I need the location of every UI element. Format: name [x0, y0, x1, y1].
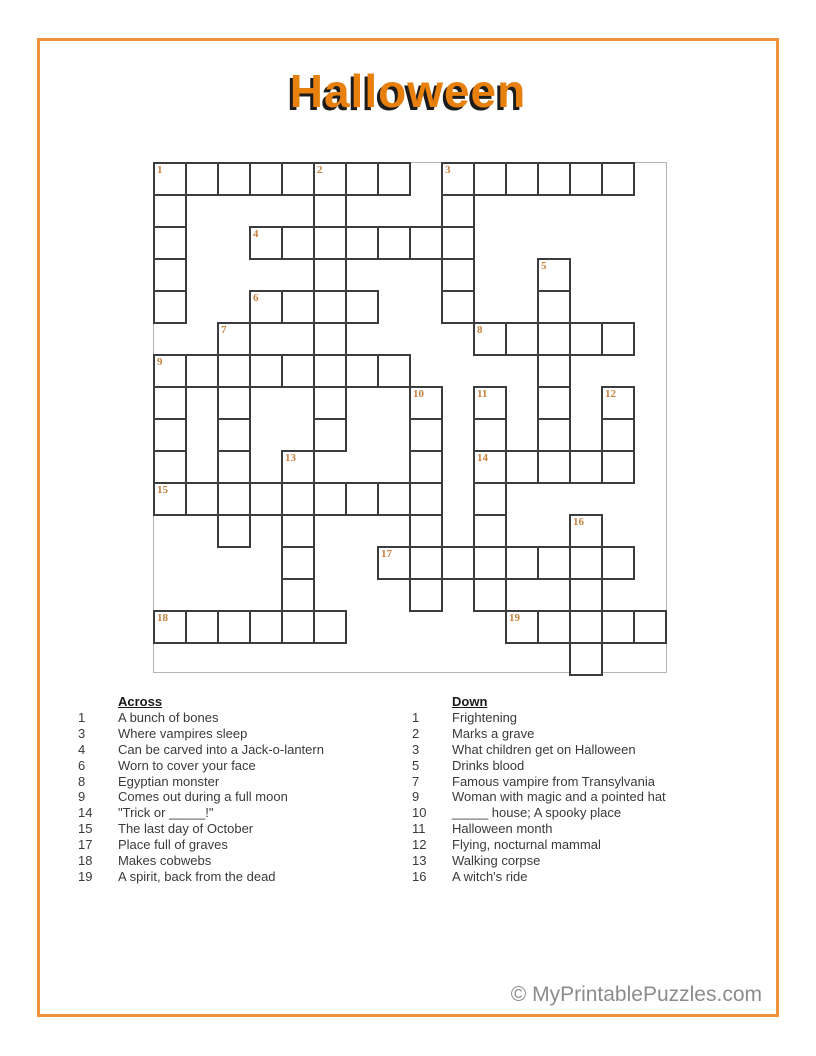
grid-cell-r7-c8[interactable]: [409, 386, 443, 420]
cell-number-15: 15: [157, 484, 168, 496]
down-clue-10: [412, 805, 752, 821]
grid-cell-r13-c8[interactable]: [409, 578, 443, 612]
clue-text: Worn to cover your face: [118, 757, 256, 773]
grid-cell-r4-c3[interactable]: [249, 290, 283, 324]
grid-cell-r6-c0[interactable]: [153, 354, 187, 388]
grid-cell-r1-c9[interactable]: [441, 194, 475, 228]
cell-number-2: 2: [317, 164, 323, 176]
grid-cell-r15-c13[interactable]: [569, 642, 603, 676]
down-clues-section: [412, 694, 752, 885]
clue-text: Frightening: [452, 709, 518, 725]
across-clue-17: [78, 837, 418, 853]
clue-number: 11: [412, 821, 426, 837]
grid-cell-r10-c6[interactable]: [345, 482, 379, 516]
grid-cell-r11-c2[interactable]: [217, 514, 251, 548]
grid-cell-r0-c1[interactable]: [185, 162, 219, 196]
grid-cell-r10-c3[interactable]: [249, 482, 283, 516]
grid-cell-r12-c14[interactable]: [601, 546, 635, 580]
cell-number-3: 3: [445, 164, 451, 176]
grid-cell-r14-c1[interactable]: [185, 610, 219, 644]
across-clue-8: [78, 774, 418, 790]
across-clue-18: [78, 853, 418, 869]
grid-cell-r7-c10[interactable]: [473, 386, 507, 420]
clue-number: 15: [78, 821, 93, 837]
clue-text: Where vampires sleep: [118, 725, 248, 741]
grid-cell-r2-c6[interactable]: [345, 226, 379, 260]
grid-cell-r8-c5[interactable]: [313, 418, 347, 452]
grid-cell-r14-c12[interactable]: [537, 610, 571, 644]
clue-text: Place full of graves: [118, 837, 228, 853]
clue-text: Flying, nocturnal mammal: [452, 837, 601, 853]
cell-number-7: 7: [221, 324, 227, 336]
down-clue-13: [412, 853, 752, 869]
grid-cell-r12-c13[interactable]: [569, 546, 603, 580]
grid-cell-r14-c4[interactable]: [281, 610, 315, 644]
grid-cell-r0-c5[interactable]: [313, 162, 347, 196]
clue-number: 19: [78, 868, 93, 884]
grid-cell-r0-c13[interactable]: [569, 162, 603, 196]
grid-cell-r9-c8[interactable]: [409, 450, 443, 484]
grid-cell-r14-c11[interactable]: [505, 610, 539, 644]
grid-cell-r7-c14[interactable]: [601, 386, 635, 420]
cell-number-13: 13: [285, 452, 296, 464]
grid-cell-r9-c10[interactable]: [473, 450, 507, 484]
grid-cell-r5-c2[interactable]: [217, 322, 251, 356]
grid-cell-r12-c9[interactable]: [441, 546, 475, 580]
grid-cell-r0-c10[interactable]: [473, 162, 507, 196]
down-clue-7: [412, 774, 752, 790]
grid-cell-r3-c9[interactable]: [441, 258, 475, 292]
grid-cell-r2-c3[interactable]: [249, 226, 283, 260]
grid-cell-r10-c5[interactable]: [313, 482, 347, 516]
grid-cell-r11-c13[interactable]: [569, 514, 603, 548]
grid-cell-r4-c4[interactable]: [281, 290, 315, 324]
cell-number-18: 18: [157, 612, 168, 624]
grid-cell-r14-c2[interactable]: [217, 610, 251, 644]
clue-text: A spirit, back from the dead: [118, 868, 276, 884]
clue-number: 2: [412, 725, 420, 741]
grid-cell-r11-c10[interactable]: [473, 514, 507, 548]
grid-cell-r8-c0[interactable]: [153, 418, 187, 452]
clue-number: 14: [78, 805, 93, 821]
grid-cell-r5-c11[interactable]: [505, 322, 539, 356]
grid-cell-r4-c12[interactable]: [537, 290, 571, 324]
grid-cell-r4-c9[interactable]: [441, 290, 475, 324]
cell-number-4: 4: [253, 228, 259, 240]
clue-number: 7: [412, 773, 420, 789]
across-clue-15: [78, 821, 418, 837]
grid-cell-r1-c5[interactable]: [313, 194, 347, 228]
grid-cell-r7-c2[interactable]: [217, 386, 251, 420]
clue-number: 17: [78, 837, 93, 853]
grid-cell-r6-c1[interactable]: [185, 354, 219, 388]
clue-text: Drinks blood: [452, 757, 525, 773]
grid-cell-r0-c7[interactable]: [377, 162, 411, 196]
clue-text: The last day of October: [118, 821, 254, 837]
grid-cell-r11-c4[interactable]: [281, 514, 315, 548]
grid-cell-r0-c11[interactable]: [505, 162, 539, 196]
grid-cell-r0-c2[interactable]: [217, 162, 251, 196]
grid-cell-r5-c14[interactable]: [601, 322, 635, 356]
grid-cell-r14-c5[interactable]: [313, 610, 347, 644]
down-clue-16: [412, 869, 752, 885]
clue-text: Can be carved into a Jack-o-lantern: [118, 741, 324, 757]
grid-cell-r0-c0[interactable]: [153, 162, 187, 196]
grid-cell-r14-c13[interactable]: [569, 610, 603, 644]
clue-text: Woman with magic and a pointed hat: [452, 789, 666, 805]
across-header: Across: [118, 694, 163, 709]
across-clue-4: [78, 742, 418, 758]
grid-cell-r6-c7[interactable]: [377, 354, 411, 388]
grid-cell-r8-c8[interactable]: [409, 418, 443, 452]
grid-cell-r8-c10[interactable]: [473, 418, 507, 452]
grid-cell-r6-c12[interactable]: [537, 354, 571, 388]
clue-number: 8: [78, 773, 86, 789]
grid-cell-r13-c4[interactable]: [281, 578, 315, 612]
grid-cell-r12-c8[interactable]: [409, 546, 443, 580]
grid-cell-r4-c6[interactable]: [345, 290, 379, 324]
grid-cell-r12-c7[interactable]: [377, 546, 411, 580]
cell-number-9: 9: [157, 356, 163, 368]
grid-cell-r12-c11[interactable]: [505, 546, 539, 580]
grid-cell-r14-c15[interactable]: [633, 610, 667, 644]
clue-number: 3: [78, 725, 86, 741]
clue-text: A witch's ride: [452, 868, 528, 884]
across-clue-1: [78, 710, 418, 726]
grid-cell-r10-c0[interactable]: [153, 482, 187, 516]
down-clue-12: [412, 837, 752, 853]
grid-cell-r6-c6[interactable]: [345, 354, 379, 388]
clue-number: 1: [78, 709, 86, 725]
crossword-grid: [153, 162, 667, 673]
grid-cell-r9-c0[interactable]: [153, 450, 187, 484]
down-clue-2: [412, 726, 752, 742]
down-clue-3: [412, 742, 752, 758]
grid-cell-r10-c8[interactable]: [409, 482, 443, 516]
grid-cell-r0-c4[interactable]: [281, 162, 315, 196]
grid-cell-r10-c2[interactable]: [217, 482, 251, 516]
clue-text: _____ house; A spooky place: [452, 805, 622, 821]
clue-text: Makes cobwebs: [118, 853, 212, 869]
grid-cell-r13-c10[interactable]: [473, 578, 507, 612]
grid-cell-r8-c2[interactable]: [217, 418, 251, 452]
clue-text: "Trick or _____!": [118, 805, 214, 821]
grid-cell-r7-c12[interactable]: [537, 386, 571, 420]
grid-cell-r9-c13[interactable]: [569, 450, 603, 484]
grid-cell-r10-c4[interactable]: [281, 482, 315, 516]
clue-number: 13: [412, 853, 427, 869]
grid-cell-r4-c0[interactable]: [153, 290, 187, 324]
across-clues-section: [78, 694, 418, 885]
grid-cell-r8-c12[interactable]: [537, 418, 571, 452]
grid-cell-r10-c10[interactable]: [473, 482, 507, 516]
clue-number: 9: [78, 789, 86, 805]
clue-number: 18: [78, 853, 93, 869]
grid-cell-r14-c14[interactable]: [601, 610, 635, 644]
grid-cell-r10-c1[interactable]: [185, 482, 219, 516]
grid-cell-r4-c5[interactable]: [313, 290, 347, 324]
clue-number: 3: [412, 741, 420, 757]
clue-number: 10: [412, 805, 427, 821]
across-clue-3: [78, 726, 418, 742]
cell-number-14: 14: [477, 452, 488, 464]
cell-number-5: 5: [541, 260, 547, 272]
grid-cell-r6-c5[interactable]: [313, 354, 347, 388]
grid-cell-r0-c3[interactable]: [249, 162, 283, 196]
cell-number-16: 16: [573, 516, 584, 528]
clue-number: 6: [78, 757, 86, 773]
grid-cell-r14-c3[interactable]: [249, 610, 283, 644]
grid-cell-r14-c0[interactable]: [153, 610, 187, 644]
clue-number: 12: [412, 837, 427, 853]
cell-number-1: 1: [157, 164, 163, 176]
clue-number: 9: [412, 789, 420, 805]
clue-text: Famous vampire from Transylvania: [452, 773, 656, 789]
grid-cell-r1-c0[interactable]: [153, 194, 187, 228]
across-clue-19: [78, 869, 418, 885]
clue-text: A bunch of bones: [118, 709, 219, 725]
clue-text: Walking corpse: [452, 853, 541, 869]
down-clue-11: [412, 821, 752, 837]
cell-number-12: 12: [605, 388, 616, 400]
grid-cell-r0-c12[interactable]: [537, 162, 571, 196]
grid-cell-r5-c13[interactable]: [569, 322, 603, 356]
grid-cell-r2-c9[interactable]: [441, 226, 475, 260]
across-clue-6: [78, 758, 418, 774]
clue-number: 5: [412, 757, 420, 773]
down-clue-1: [412, 710, 752, 726]
grid-cell-r10-c7[interactable]: [377, 482, 411, 516]
clue-text: Egyptian monster: [118, 773, 220, 789]
grid-cell-r2-c8[interactable]: [409, 226, 443, 260]
grid-cell-r8-c14[interactable]: [601, 418, 635, 452]
grid-cell-r9-c2[interactable]: [217, 450, 251, 484]
clue-number: 16: [412, 868, 427, 884]
across-clue-14: [78, 805, 418, 821]
grid-cell-r7-c0[interactable]: [153, 386, 187, 420]
cell-number-8: 8: [477, 324, 483, 336]
across-clue-9: [78, 789, 418, 805]
grid-cell-r2-c7[interactable]: [377, 226, 411, 260]
clue-number: 4: [78, 741, 86, 757]
grid-cell-r9-c12[interactable]: [537, 450, 571, 484]
grid-cell-r3-c5[interactable]: [313, 258, 347, 292]
grid-cell-r2-c4[interactable]: [281, 226, 315, 260]
grid-cell-r0-c14[interactable]: [601, 162, 635, 196]
grid-cell-r2-c0[interactable]: [153, 226, 187, 260]
grid-cell-r9-c14[interactable]: [601, 450, 635, 484]
grid-cell-r11-c8[interactable]: [409, 514, 443, 548]
grid-cell-r0-c6[interactable]: [345, 162, 379, 196]
cell-number-6: 6: [253, 292, 259, 304]
grid-cell-r5-c5[interactable]: [313, 322, 347, 356]
grid-cell-r9-c11[interactable]: [505, 450, 539, 484]
clue-text: Comes out during a full moon: [118, 789, 288, 805]
clue-text: What children get on Halloween: [452, 741, 636, 757]
clue-text: Marks a grave: [452, 725, 535, 741]
grid-cell-r5-c12[interactable]: [537, 322, 571, 356]
grid-cell-r3-c12[interactable]: [537, 258, 571, 292]
grid-cell-r6-c2[interactable]: [217, 354, 251, 388]
cell-number-10: 10: [413, 388, 424, 400]
down-clue-5: [412, 758, 752, 774]
footer-credit: © MyPrintablePuzzles.com: [510, 983, 762, 1006]
grid-cell-r0-c9[interactable]: [441, 162, 475, 196]
grid-cell-r6-c3[interactable]: [249, 354, 283, 388]
clue-text: Halloween month: [452, 821, 553, 837]
grid-cell-r12-c10[interactable]: [473, 546, 507, 580]
grid-cell-r5-c10[interactable]: [473, 322, 507, 356]
grid-cell-r13-c13[interactable]: [569, 578, 603, 612]
puzzle-title: Halloween: [289, 65, 527, 117]
grid-cell-r3-c0[interactable]: [153, 258, 187, 292]
cell-number-11: 11: [477, 388, 488, 400]
grid-cell-r12-c4[interactable]: [281, 546, 315, 580]
cell-number-19: 19: [509, 612, 520, 624]
grid-cell-r2-c5[interactable]: [313, 226, 347, 260]
grid-cell-r7-c5[interactable]: [313, 386, 347, 420]
clue-number: 1: [412, 709, 420, 725]
grid-cell-r9-c4[interactable]: [281, 450, 315, 484]
cell-number-17: 17: [381, 548, 392, 560]
grid-cell-r12-c12[interactable]: [537, 546, 571, 580]
grid-cell-r6-c4[interactable]: [281, 354, 315, 388]
down-clue-9: [412, 789, 752, 805]
down-header: Down: [452, 694, 488, 709]
